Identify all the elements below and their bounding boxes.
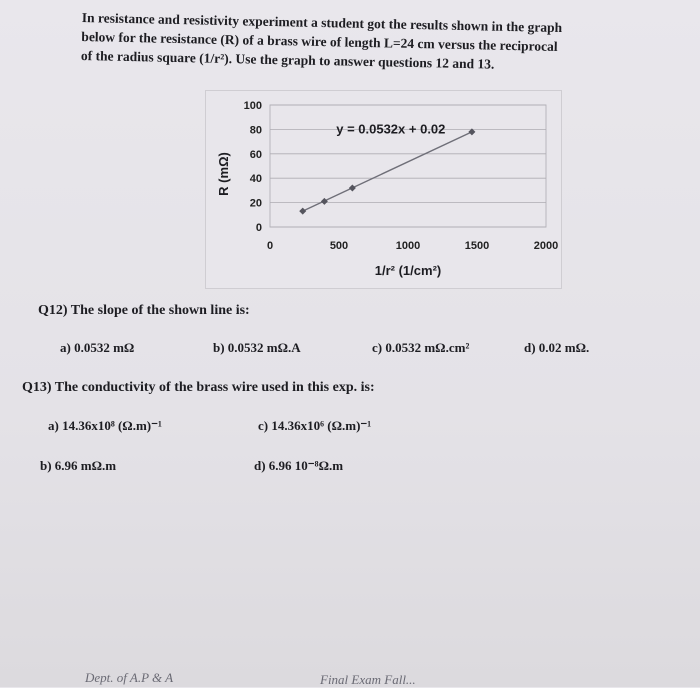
trendline-equation: y = 0.0532x + 0.02 [336, 121, 446, 137]
data-point [349, 184, 356, 191]
footer-dept: Dept. of A.P & A [85, 670, 174, 685]
x-tick-label: 1500 [464, 240, 490, 252]
data-point [321, 198, 328, 205]
q13-option-b[interactable]: b) 6.96 mΩ.m [40, 458, 117, 473]
x-tick-label: 0 [266, 240, 274, 252]
x-tick-label: 1000 [395, 240, 421, 252]
q12-option-a[interactable]: a) 0.0532 mΩ [60, 340, 135, 355]
footer-exam: Final Exam Fall... [320, 672, 416, 687]
intro-line-3: of the radius square (1/r²). Use the graph to answer questions 12 and 13. [80, 47, 495, 72]
chart-svg [206, 91, 561, 288]
trendline [303, 132, 472, 211]
x-axis-label: 1/r² (1/cm²) [374, 263, 442, 278]
q12-option-b[interactable]: b) 0.0532 mΩ.A [213, 340, 301, 355]
intro-paragraph [81, 8, 662, 77]
y-axis-label: R (mΩ) [216, 152, 231, 196]
y-tick-label: 80 [249, 124, 262, 137]
y-tick-label: 60 [249, 148, 262, 161]
x-tick-label: 2000 [533, 240, 559, 252]
q13-option-c[interactable]: c) 14.36x10⁶ (Ω.m)⁻¹ [258, 418, 372, 433]
q13-option-d[interactable]: d) 6.96 10⁻⁸Ω.m [254, 458, 344, 473]
q12-option-d[interactable]: d) 0.02 mΩ. [524, 340, 590, 355]
y-tick-label: 0 [255, 222, 262, 234]
resistance-chart [205, 90, 562, 289]
data-point [299, 208, 306, 215]
x-tick-label: 500 [329, 240, 349, 252]
intro-line-2: below for the resistance (R) of a brass wire of length L=24 cm versus the reciprocal [81, 28, 558, 54]
y-tick-label: 100 [243, 100, 262, 112]
y-tick-label: 20 [249, 197, 262, 210]
q13-option-a[interactable]: a) 14.36x10⁸ (Ω.m)⁻¹ [48, 418, 162, 433]
q12-option-c[interactable]: c) 0.0532 mΩ.cm² [372, 340, 470, 355]
intro-line-1: In resistance and resistivity experiment a student got the results shown in the graph [81, 9, 563, 36]
y-tick-label: 40 [249, 173, 262, 186]
q13-question: Q13) The conductivity of the brass wire used in this exp. is: [22, 380, 375, 395]
q12-question: Q12) The slope of the shown line is: [38, 303, 250, 318]
